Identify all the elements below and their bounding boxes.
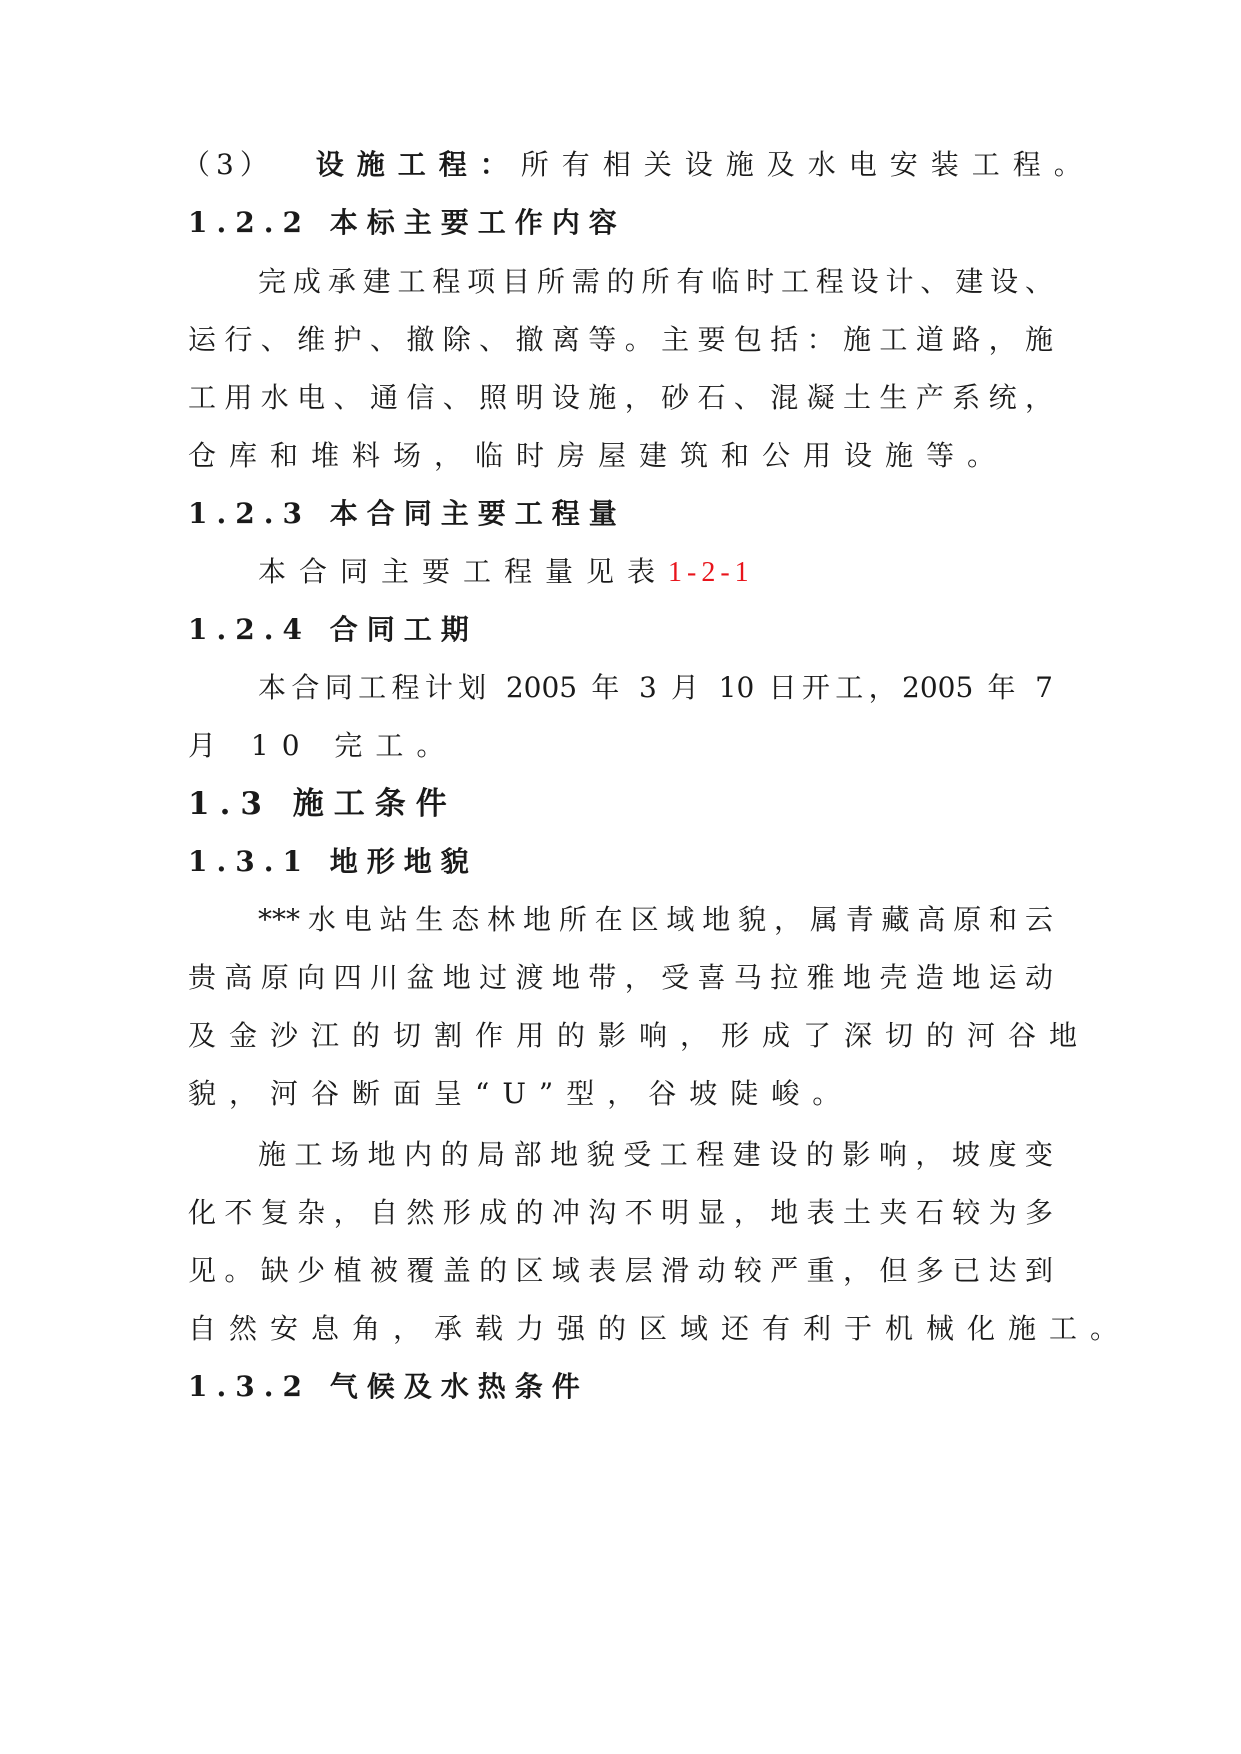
paragraph-line: 见。缺少植被覆盖的区域表层滑动较严重，但多已达到 [188,1254,1053,1287]
heading-1-2-3: 1.2.3 本合同主要工程量 [188,497,626,530]
paragraph-text: 本合同主要工程量见表 [258,555,669,588]
paragraph-line: 施工场地内的局部地貌受工程建设的影响，坡度变 [258,1138,1053,1171]
list-marker: （3） [182,148,274,181]
paragraph-line: 仓库和堆料场，临时房屋建筑和公用设施等。 [188,439,1009,472]
heading-1-3-2: 1.3.2 气候及水热条件 [188,1370,589,1403]
paragraph-line: 月 10 完工。 [188,729,458,762]
heading-1-2-4: 1.2.4 合同工期 [188,613,478,646]
paragraph-line: 自然安息角，承载力强的区域还有利于机械化施工。 [188,1312,1132,1345]
paragraph-line: 贵高原向四川盆地过渡地带，受喜马拉雅地壳造地运动 [188,961,1053,994]
list-item-label: 设施工程： [315,148,521,181]
list-item-text: 所有相关设施及水电安装工程。 [520,148,1095,181]
paragraph-line: 及金沙江的切割作用的影响，形成了深切的河谷地 [188,1019,1091,1052]
paragraph-line: 完成承建工程项目所需的所有临时工程设计、建设、 [258,265,1053,298]
list-item-3 [182,145,1095,185]
paragraph-line: 本合同工程计划 2005 年 3 月 10 日开工，2005 年 7 [258,671,1053,704]
paragraph-line: 貌，河谷断面呈“U”型，谷坡陡峻。 [188,1077,854,1110]
paragraph-line: 化不复杂，自然形成的冲沟不明显，地表土夹石较为多 [188,1196,1053,1229]
table-reference: 1-2-1 [668,557,754,588]
heading-1-2-2: 1.2.2 本标主要工作内容 [188,206,626,239]
paragraph-line: ***水电站生态林地所在区域地貌，属青藏高原和云 [258,903,1053,936]
paragraph-line [258,552,754,593]
paragraph-line: 工用水电、通信、照明设施，砂石、混凝土生产系统， [188,381,1053,414]
heading-1-3: 1.3 施工条件 [188,786,457,822]
heading-1-3-1: 1.3.1 地形地貌 [188,845,478,878]
paragraph-line: 运行、维护、撤除、撤离等。主要包括：施工道路，施 [188,323,1053,356]
